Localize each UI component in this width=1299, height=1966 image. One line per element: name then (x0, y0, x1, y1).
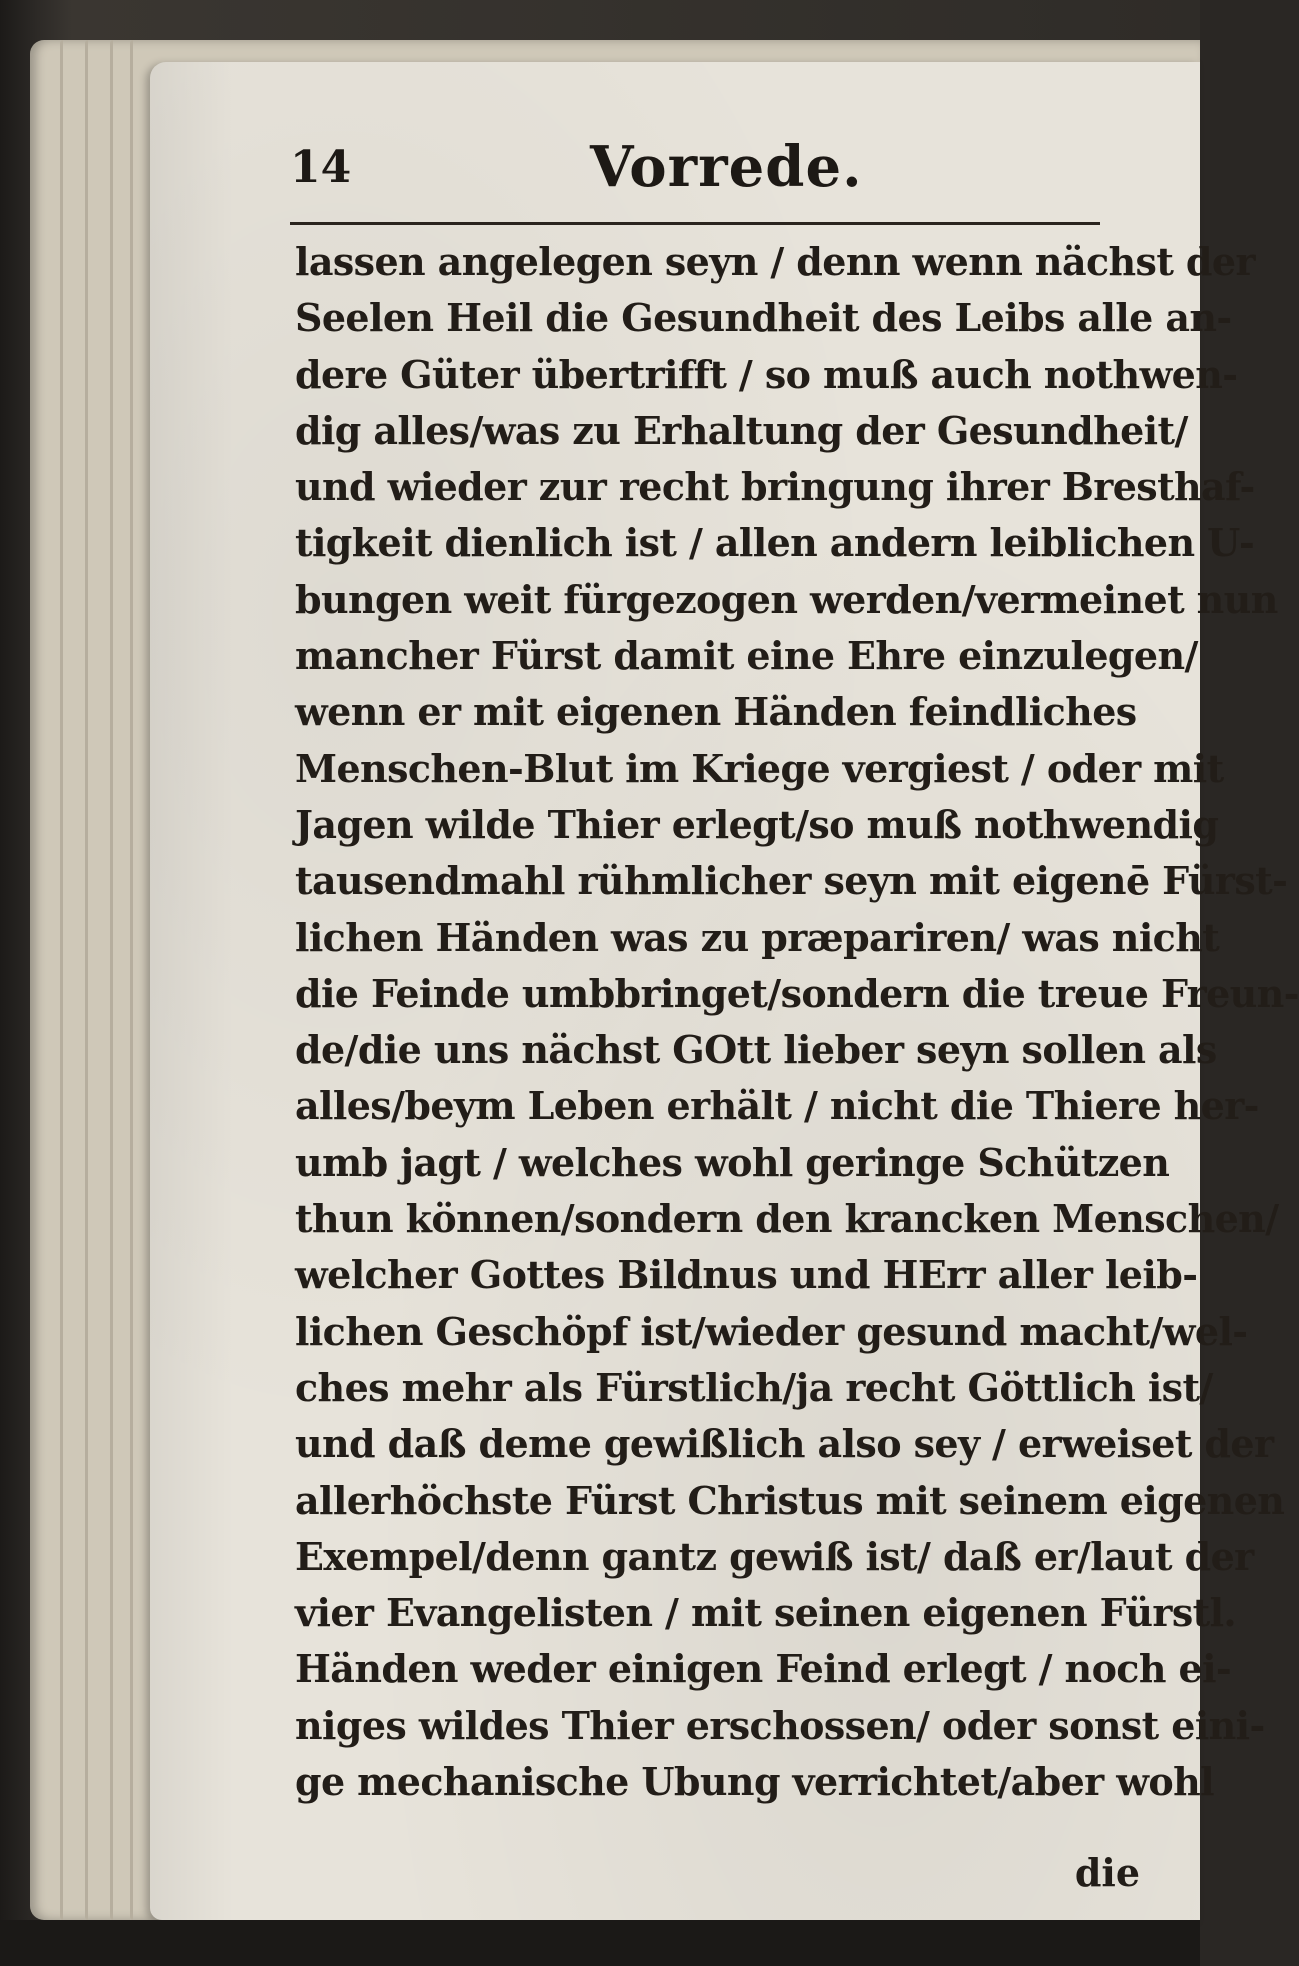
text-line: de/die uns nächst GOtt lieber seyn sollen als (295, 1027, 1217, 1073)
page-edge-layer (60, 40, 63, 1920)
text-line: Jagen wilde Thier erlegt/so muß nothwendig (295, 801, 1219, 847)
text-line: ches mehr als Fürstlich/ja recht Göttlich ist/ (295, 1364, 1213, 1410)
running-head: Vorrede. (590, 134, 863, 200)
text-line: alles/beym Leben erhält / nicht die Thiere her- (295, 1083, 1259, 1129)
text-line: Seelen Heil die Gesundheit des Leibs alle an- (295, 295, 1232, 341)
page-edge-layer (130, 40, 133, 1920)
body-text (295, 234, 1299, 1810)
page-header (290, 132, 1100, 212)
page-edge-layer (110, 40, 113, 1920)
text-line: lichen Geschöpf ist/wieder gesund macht/wel- (295, 1308, 1248, 1354)
text-line: Händen weder einigen Feind erlegt / noch ei- (295, 1646, 1232, 1692)
text-line: allerhöchste Fürst Christus mit seinem eigenen (295, 1477, 1285, 1523)
text-line: dere Güter übertrifft / so muß auch nothwen- (295, 351, 1238, 397)
text-line: welcher Gottes Bildnus und HErr aller leib- (295, 1252, 1198, 1298)
text-line: tausendmahl rühmlicher seyn mit eigenē Fürst- (295, 858, 1288, 904)
text-line: umb jagt / welches wohl geringe Schützen (295, 1139, 1170, 1185)
book-page (150, 62, 1299, 1920)
text-line: und daß deme gewißlich also sey / erweiset der (295, 1421, 1274, 1467)
catchword: die (1074, 1850, 1140, 1895)
text-line: tigkeit dienlich ist / allen andern leiblichen U- (295, 520, 1255, 566)
background-shadow (0, 1920, 1200, 1966)
text-line: thun können/sondern den krancken Menschen/ (295, 1196, 1279, 1242)
text-line: und wieder zur recht bringung ihrer Bresthaf- (295, 464, 1255, 510)
text-line: mancher Fürst damit eine Ehre einzulegen/ (295, 633, 1198, 679)
page-edge-layer (85, 40, 88, 1920)
header-rule (290, 222, 1100, 225)
page-number: 14 (290, 142, 352, 193)
text-line: wenn er mit eigenen Händen feindliches (295, 689, 1137, 735)
text-line: die Feinde umbbringet/sondern die treue Freun- (295, 970, 1299, 1016)
text-line: Menschen-Blut im Kriege vergiest / oder mit (295, 745, 1224, 791)
text-line: lassen angelegen seyn / denn wenn nächst der (295, 239, 1255, 284)
text-line: bungen weit fürgezogen werden/vermeinet nun (295, 576, 1278, 622)
text-line: lichen Händen was zu præpariren/ was nicht (295, 914, 1220, 960)
text-line: Exempel/denn gantz gewiß ist/ daß er/laut der (295, 1533, 1254, 1579)
text-line: dig alles/was zu Erhaltung der Gesundheit/ (295, 407, 1188, 453)
text-line: vier Evangelisten / mit seinen eigenen Fürstl. (295, 1590, 1237, 1636)
text-line: niges wildes Thier erschossen/ oder sonst eini- (295, 1702, 1265, 1748)
text-line: ge mechanische Ubung verrichtet/aber wohl (295, 1759, 1214, 1805)
